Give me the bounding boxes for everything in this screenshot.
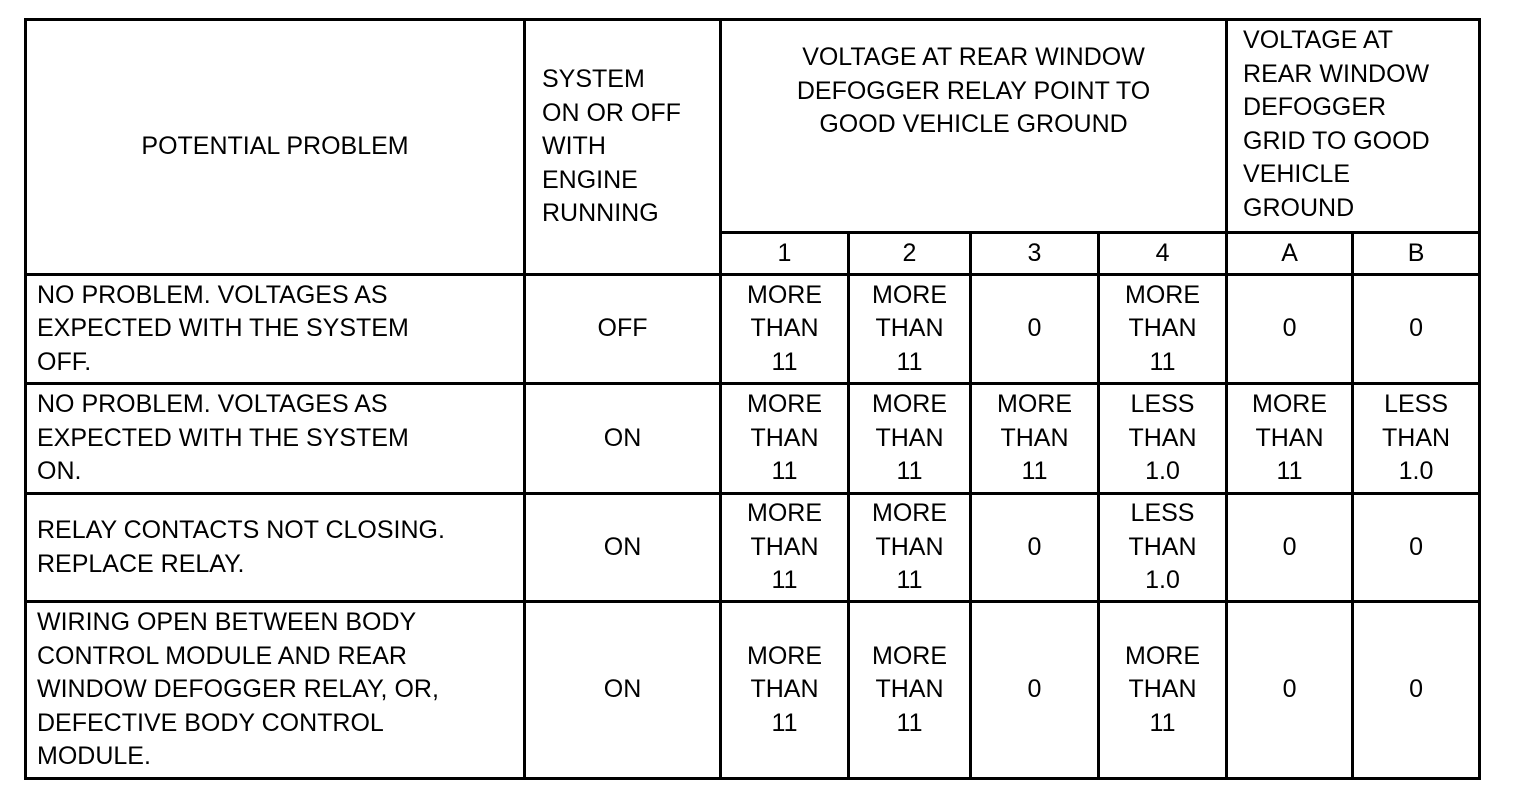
system-header: SYSTEM ON OR OFF WITH ENGINE RUNNING [525,20,721,275]
table-row [26,275,1480,384]
system-cell: ON [525,384,721,494]
relay-point-4-cell: LESS THAN 1.0 [1099,384,1227,494]
relay-voltage-header: VOLTAGE AT REAR WINDOW DEFOGGER RELAY POINT TO GOOD VEHICLE GROUND [721,20,1227,233]
relay-point-2-cell: MORE THAN 11 [849,602,971,779]
system-cell: ON [525,494,721,602]
grid-point-b-cell: 0 [1353,602,1480,779]
potential-problem-header: POTENTIAL PROBLEM [26,20,525,275]
relay-point-1-header: 1 [721,233,849,275]
grid-point-a-header: A [1227,233,1353,275]
table-row [26,602,1480,779]
grid-point-b-cell: LESS THAN 1.0 [1353,384,1480,494]
problem-cell: WIRING OPEN BETWEEN BODY CONTROL MODULE AND REAR WINDOW DEFOGGER RELAY, OR, DEFECTIVE BODY CONTROL MODULE. [26,602,525,779]
table-row [26,494,1480,602]
relay-point-3-header: 3 [971,233,1099,275]
problem-cell: NO PROBLEM. VOLTAGES AS EXPECTED WITH THE SYSTEM ON. [26,384,525,494]
relay-point-1-cell: MORE THAN 11 [721,494,849,602]
relay-point-2-cell: MORE THAN 11 [849,494,971,602]
table-row [26,384,1480,494]
header-row [26,20,1480,233]
relay-point-1-cell: MORE THAN 11 [721,275,849,384]
relay-point-4-cell: MORE THAN 11 [1099,275,1227,384]
relay-point-4-header: 4 [1099,233,1227,275]
grid-point-a-cell: 0 [1227,602,1353,779]
relay-point-3-cell: MORE THAN 11 [971,384,1099,494]
diagnostic-table [24,18,1481,780]
relay-point-1-cell: MORE THAN 11 [721,384,849,494]
problem-cell: RELAY CONTACTS NOT CLOSING. REPLACE RELAY. [26,494,525,602]
grid-point-b-cell: 0 [1353,275,1480,384]
relay-point-3-cell: 0 [971,275,1099,384]
relay-point-1-cell: MORE THAN 11 [721,602,849,779]
system-cell: OFF [525,275,721,384]
relay-point-2-cell: MORE THAN 11 [849,275,971,384]
grid-point-a-cell: MORE THAN 11 [1227,384,1353,494]
grid-point-b-cell: 0 [1353,494,1480,602]
relay-point-4-cell: MORE THAN 11 [1099,602,1227,779]
relay-point-2-cell: MORE THAN 11 [849,384,971,494]
problem-cell: NO PROBLEM. VOLTAGES AS EXPECTED WITH THE SYSTEM OFF. [26,275,525,384]
grid-point-a-cell: 0 [1227,494,1353,602]
system-cell: ON [525,602,721,779]
relay-point-3-cell: 0 [971,494,1099,602]
relay-point-4-cell: LESS THAN 1.0 [1099,494,1227,602]
grid-point-b-header: B [1353,233,1480,275]
grid-voltage-header: VOLTAGE AT REAR WINDOW DEFOGGER GRID TO GOOD VEHICLE GROUND [1227,20,1480,233]
relay-point-2-header: 2 [849,233,971,275]
grid-point-a-cell: 0 [1227,275,1353,384]
relay-point-3-cell: 0 [971,602,1099,779]
